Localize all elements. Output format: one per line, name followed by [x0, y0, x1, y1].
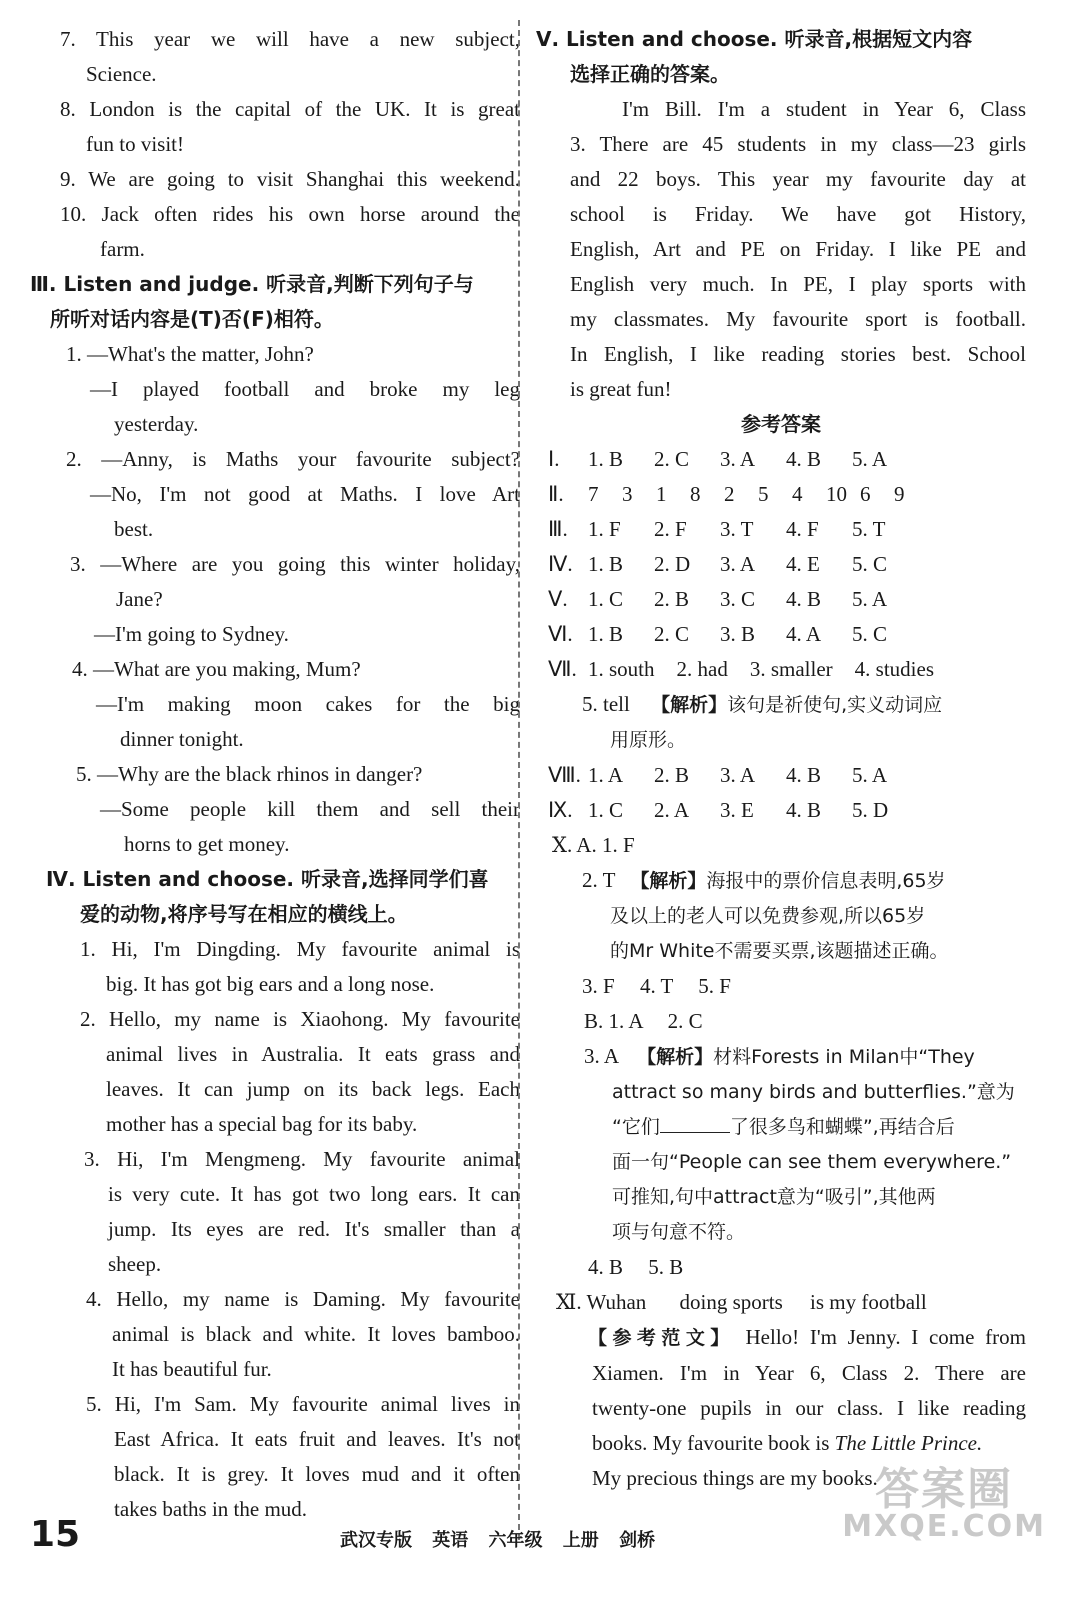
answer-item: B. 1. A — [584, 1009, 643, 1033]
answer-section-number: Ⅷ. — [548, 763, 581, 787]
text-line: 1. —What's the matter, John? — [66, 342, 314, 366]
answer-item: 1. F — [588, 517, 621, 541]
answer-item: 2. F — [654, 517, 687, 541]
answer-item: 1. C — [588, 587, 624, 611]
analysis-text-cont: 的Mr White不需要买票,该题描述正确。 — [610, 940, 949, 962]
answer-section-number: Ⅸ. — [548, 798, 573, 822]
analysis-tag: 【解析】 — [637, 1046, 714, 1068]
text-line: —No, I'm not good at Maths. I love Art — [90, 482, 520, 506]
section-v-heading: Ⅴ. Listen and choose. 听录音,根据短文内容 — [536, 27, 973, 51]
passage-line: In English, I like reading stories best. School — [570, 342, 1026, 366]
text-line: animal is black and white. It loves bamboo. — [112, 1322, 520, 1346]
answer-item: 9 — [894, 482, 905, 506]
answer-row — [536, 652, 1026, 687]
text-line: fun to visit! — [86, 132, 184, 156]
section-v-heading-cont: 选择正确的答案。 — [570, 62, 730, 86]
answer-row — [536, 582, 1026, 617]
answer-item: 1. south — [588, 657, 655, 681]
answer-x-b45 — [536, 1250, 1026, 1285]
sample-essay-text: Hello! I'm Jenny. I come from — [745, 1325, 1026, 1349]
answer-item: 4. B — [588, 1255, 624, 1279]
answer-section-number: Ⅰ. — [548, 447, 560, 471]
answer-row — [536, 442, 1026, 477]
answer-item: doing sports — [679, 1290, 783, 1314]
answer-item: 4. B — [786, 447, 822, 471]
answer-vii-5-num: 5. tell — [582, 692, 630, 716]
answer-item: 4 — [792, 482, 803, 506]
text-line: Jane? — [116, 587, 163, 611]
passage-line: my classmates. My favourite sport is football. — [570, 307, 1026, 331]
analysis-text-cont: attract so many birds and butterflies.”意为 — [612, 1081, 1015, 1103]
text-line: is very cute. It has got two long ears. It can — [108, 1182, 520, 1206]
section-heading: Ⅲ. Listen and judge. 听录音,判断下列句子与 — [30, 272, 474, 296]
passage-line: is great fun! — [570, 377, 672, 401]
answer-item: 3. C — [720, 587, 756, 611]
answer-item: 5. A — [852, 587, 888, 611]
answer-item: 10 — [826, 482, 847, 506]
answer-row — [536, 477, 1026, 512]
book-title: The Little Prince. — [834, 1431, 983, 1455]
section-heading: Ⅳ. Listen and choose. 听录音,选择同学们喜 — [46, 867, 489, 891]
listening-passage — [536, 92, 1026, 407]
answer-item: 1. B — [588, 447, 624, 471]
answer-item: 2. D — [654, 552, 691, 576]
analysis-text-cont: 面一句“People can see them everywhere.” — [612, 1151, 1012, 1173]
right-column — [536, 22, 1026, 1496]
watermark-title: 答案圈 — [875, 1464, 1014, 1515]
answer-item: 2. A — [654, 798, 690, 822]
text-line: 7. This year we will have a new subject, — [60, 27, 520, 51]
answer-section-number: Ⅴ. — [548, 587, 568, 611]
answer-section-number: Ⅶ. — [548, 657, 577, 681]
answer-item: 3. A — [720, 763, 756, 787]
answer-x-a2-num: 2. T — [582, 868, 616, 892]
text-line: 5. Hi, I'm Sam. My favourite animal lives in — [86, 1392, 520, 1416]
section-heading: 爱的动物,将序号写在相应的横线上。 — [80, 902, 408, 926]
text-line: —I'm going to Sydney. — [94, 622, 289, 646]
answer-item: 1. A — [588, 763, 624, 787]
sample-essay-line — [536, 1320, 1026, 1356]
answer-item: 4. E — [786, 552, 820, 576]
text-line: 3. —Where are you going this winter holiday, — [70, 552, 520, 576]
analysis-tag: 【解析】 — [651, 694, 728, 716]
answer-row — [536, 547, 1026, 582]
answer-item: 2. B — [654, 763, 690, 787]
analysis-text-cont: 项与句意不符。 — [612, 1221, 746, 1243]
answer-rows-1 — [536, 442, 1026, 687]
answer-item: 2. B — [654, 587, 690, 611]
answer-row — [536, 793, 1026, 828]
answer-item: 5. F — [698, 974, 731, 998]
sample-essay-line: Xiamen. I'm in Year 6, Class 2. There are — [592, 1361, 1026, 1385]
passage-line: English very much. In PE, I play sports with — [570, 272, 1026, 296]
text-line: 4. Hello, my name is Daming. My favourite — [86, 1287, 520, 1311]
text-line: 8. London is the capital of the UK. It is great — [60, 97, 520, 121]
answer-item: Ⅺ. Wuhan — [556, 1290, 647, 1314]
answer-item: 3. A — [720, 447, 756, 471]
text-line: jump. Its eyes are red. It's smaller than a — [108, 1217, 520, 1241]
text-line: 2. Hello, my name is Xiaohong. My favourite — [80, 1007, 520, 1031]
analysis-text-cont — [536, 1110, 1026, 1145]
text-line: takes baths in the mud. — [114, 1497, 308, 1521]
answer-item: is my football — [810, 1290, 927, 1314]
passage-line: and 22 boys. This year my favourite day at — [570, 167, 1026, 191]
section-heading: 所听对话内容是(T)否(F)相符。 — [50, 307, 334, 331]
answer-item: 4. T — [639, 974, 674, 998]
text-line: 9. We are going to visit Shanghai this weekend. — [60, 167, 520, 191]
sample-essay-line: twenty-one pupils in our class. I like reading — [592, 1396, 1026, 1420]
page-footer — [0, 1510, 1066, 1570]
answer-key-heading: 参考答案 — [741, 412, 821, 436]
text-line: mother has a special bag for its baby. — [106, 1112, 418, 1136]
answer-item: 2. C — [654, 622, 690, 646]
column-divider — [518, 20, 520, 1540]
analysis-text-cont: 用原形。 — [610, 729, 687, 751]
answer-item: 5. A — [852, 447, 888, 471]
answer-item: 3. smaller — [749, 657, 833, 681]
text-line: Science. — [86, 62, 157, 86]
answer-item: 3. B — [720, 622, 756, 646]
text-line: dinner tonight. — [120, 727, 244, 751]
text-line: 2. —Anny, is Maths your favourite subject? — [66, 447, 520, 471]
answer-item: 5. A — [852, 763, 888, 787]
answer-x-a345 — [536, 969, 1026, 1004]
text-line: —I played football and broke my leg — [90, 377, 520, 401]
answer-x-b3 — [536, 1039, 1026, 1075]
answer-item: 4. A — [786, 622, 822, 646]
analysis-text: 材料Forests in Milan中“They — [713, 1046, 975, 1068]
answer-item: 2 — [724, 482, 735, 506]
answer-item: 5. D — [852, 798, 889, 822]
passage-line: English, Art and PE on Friday. I like PE and — [570, 237, 1026, 261]
answer-item: 4. studies — [854, 657, 934, 681]
answer-item: 1 — [656, 482, 667, 506]
answer-rows-2 — [536, 758, 1026, 828]
sample-essay-line: My precious things are my books. — [592, 1466, 878, 1490]
answer-vii-5 — [536, 687, 1026, 723]
answer-row — [536, 512, 1026, 547]
answer-item: 5. C — [852, 552, 888, 576]
answer-item: 3 — [622, 482, 633, 506]
answer-x-head: Ⅹ. A. 1. F — [552, 833, 635, 857]
answer-item: 1. B — [588, 552, 624, 576]
answer-item: 3. T — [720, 517, 754, 541]
answer-item: 2. had — [676, 657, 728, 681]
text-line: 4. —What are you making, Mum? — [72, 657, 361, 681]
text-line: farm. — [100, 237, 145, 261]
answer-item: 1. C — [588, 798, 624, 822]
text-line: —I'm making moon cakes for the big — [96, 692, 520, 716]
fill-in-blank — [660, 1112, 730, 1133]
footer-text: 武汉专版 英语 六年级 上册 剑桥 — [340, 1530, 656, 1551]
answer-item: 5. T — [852, 517, 886, 541]
text-line: animal lives in Australia. It eats grass and — [106, 1042, 520, 1066]
answer-item: 3. E — [720, 798, 754, 822]
text-line: leaves. It can jump on its back legs. Each — [106, 1077, 520, 1101]
analysis-text: 海报中的票价信息表明,65岁 — [706, 870, 946, 892]
text-line: It has beautiful fur. — [112, 1357, 272, 1381]
answer-x-b3-num: 3. A — [584, 1044, 618, 1068]
answer-item: 5. B — [648, 1255, 684, 1279]
sample-essay-tag: 【参考范文】 — [588, 1327, 735, 1349]
answer-xi-head — [536, 1285, 1026, 1320]
answer-item: 2. C — [654, 447, 690, 471]
watermark-url: MXQE.COM — [842, 1509, 1046, 1544]
text-line: 3. Hi, I'm Mengmeng. My favourite animal — [84, 1147, 520, 1171]
analysis-tag: 【解析】 — [630, 870, 707, 892]
answer-section-number: Ⅵ. — [548, 622, 573, 646]
answer-x-a2 — [536, 863, 1026, 899]
answer-section-number: Ⅱ. — [548, 482, 564, 506]
answer-item: 4. B — [786, 798, 822, 822]
answer-item: 4. B — [786, 587, 822, 611]
answer-item: 3. F — [582, 974, 615, 998]
text-line: best. — [114, 517, 154, 541]
analysis-text: “它们 — [612, 1116, 660, 1138]
text-line: 10. Jack often rides his own horse around the — [60, 202, 520, 226]
answer-item: 8 — [690, 482, 701, 506]
passage-line: I'm Bill. I'm a student in Year 6, Class — [622, 97, 1026, 121]
answer-item: 4. F — [786, 517, 819, 541]
answer-item: 5. C — [852, 622, 888, 646]
answer-item: 6 — [860, 482, 871, 506]
text-line: sheep. — [108, 1252, 162, 1276]
text-line: —Some people kill them and sell their — [100, 797, 520, 821]
text-line: horns to get money. — [124, 832, 290, 856]
answer-item: 5 — [758, 482, 769, 506]
passage-line: school is Friday. We have got History, — [570, 202, 1026, 226]
answer-item: 7 — [588, 482, 599, 506]
text-line: big. It has got big ears and a long nose. — [106, 972, 435, 996]
analysis-text-cont: 可推知,句中attract意为“吸引”,其他两 — [612, 1186, 936, 1208]
answer-section-number: Ⅲ. — [548, 517, 568, 541]
answer-section-number: Ⅳ. — [548, 552, 573, 576]
text-line: black. It is grey. It loves mud and it often — [114, 1462, 520, 1486]
answer-item: 2. C — [667, 1009, 703, 1033]
left-column — [30, 22, 520, 1527]
text-line: 5. —Why are the black rhinos in danger? — [76, 762, 423, 786]
answer-item: 1. B — [588, 622, 624, 646]
answer-x-b — [536, 1004, 1026, 1039]
passage-line: 3. There are 45 students in my class—23 girls — [570, 132, 1026, 156]
answer-item: 4. B — [786, 763, 822, 787]
answer-item: 3. A — [720, 552, 756, 576]
page-number: 15 — [30, 1514, 81, 1555]
text-line: East Africa. It eats fruit and leaves. It's not — [114, 1427, 520, 1451]
text-line: yesterday. — [114, 412, 199, 436]
answer-row — [536, 617, 1026, 652]
text-line: 1. Hi, I'm Dingding. My favourite animal is — [80, 937, 520, 961]
sample-essay-text: books. My favourite book is — [592, 1431, 835, 1455]
analysis-text-cont: 及以上的老人可以免费参观,所以65岁 — [610, 905, 926, 927]
sample-essay-line — [536, 1426, 1026, 1461]
answer-row — [536, 758, 1026, 793]
analysis-text: 该句是祈使句,实义动词应 — [727, 694, 943, 716]
analysis-text: 了很多鸟和蝴蝶”,再结合后 — [729, 1116, 955, 1138]
